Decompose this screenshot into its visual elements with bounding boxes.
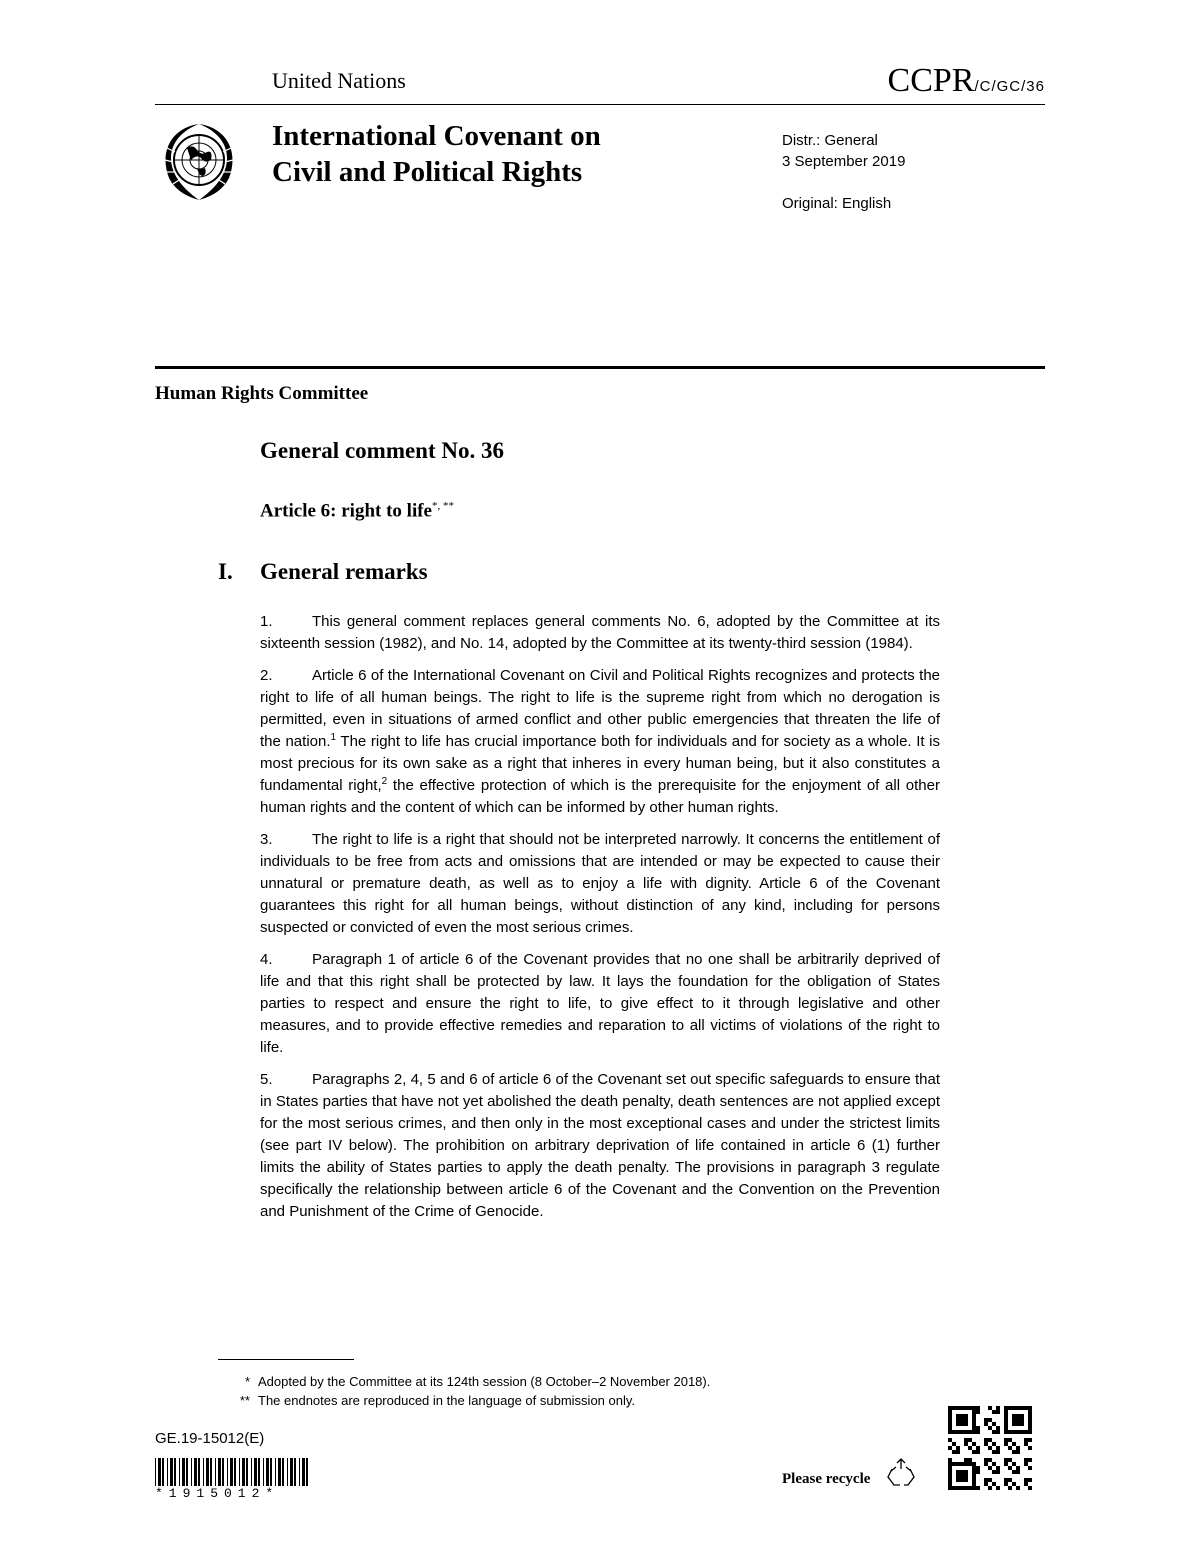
paragraph-text: Article 6 of the International Covenant on Civil and Political Rights recognizes and protects the right to life of all human beings. The right to life is the supreme right from which no derogation is permitted, even in situations of armed conflict and other public emergencies that threaten the life of the nation. <box>260 667 940 750</box>
paragraph-text: the effective protection of which is the prerequisite for the enjoyment of all other human rights and the content of which can be informed by other human rights. <box>260 777 940 816</box>
paragraph-text: This general comment replaces general comments No. 6, adopted by the Committee at its sixteenth session (1982), and No. 14, adopted by the Committee at its twenty-third session (1984). <box>260 613 940 652</box>
article-title-text: Article 6: right to life <box>260 500 432 522</box>
barcode-icon <box>155 1458 310 1486</box>
section-title: General remarks <box>260 559 428 584</box>
barcode-text: *1915012* <box>155 1486 280 1501</box>
paragraph-text: Paragraph 1 of article 6 of the Covenant provides that no one shall be arbitrarily deprived of life and that this right shall be protected by law. It lays the foundation for the obligation of States parties to respect and ensure the right to life, to give effect to it through legislative and other measures, and to provide effective remedies and reparation to all victims of violations of the right to life. <box>260 951 940 1056</box>
job-number: GE.19-15012(E) <box>155 1430 265 1447</box>
organization-name: United Nations <box>272 68 406 93</box>
article-title <box>260 500 454 522</box>
footnote <box>218 1372 710 1391</box>
paragraphs <box>260 611 940 1233</box>
article-footnote-marks: *, ** <box>431 500 454 512</box>
paragraph <box>260 829 940 939</box>
committee-name: Human Rights Committee <box>155 383 369 404</box>
section-number: I. <box>218 559 233 584</box>
paragraph-text: The right to life is a right that should not be interpreted narrowly. It concerns the entitlement of individuals to be free from acts and omissions that are intended or may be expected to cause their unnatural or premature death, as well as to enjoy a life with dignity. Article 6 of the Covenant guarantees this right for all human beings, without distinction of any kind, including for persons suspected or convicted of even the most serious crimes. <box>260 831 940 936</box>
paragraph <box>260 611 940 655</box>
qr-code-icon <box>948 1406 1032 1490</box>
header-rule <box>155 104 1045 105</box>
heading-rule <box>155 366 1045 369</box>
footnote <box>218 1391 710 1410</box>
paragraph-number: 5. <box>260 1071 273 1088</box>
recycle-icon <box>884 1457 918 1491</box>
paragraph-number: 3. <box>260 831 273 848</box>
symbol-suffix: /C/GC/36 <box>974 78 1045 95</box>
endnote-ref[interactable]: 1 <box>330 732 337 743</box>
distribution: Distr.: General <box>782 132 878 149</box>
endnote-ref[interactable]: 2 <box>381 776 388 787</box>
recycle-text: Please recycle <box>782 1471 871 1487</box>
symbol-main: CCPR <box>887 62 975 99</box>
paragraph-number: 1. <box>260 613 273 630</box>
paragraph <box>260 1069 940 1223</box>
issue-date: 3 September 2019 <box>782 153 906 170</box>
footnotes <box>218 1372 710 1410</box>
paragraph <box>260 949 940 1059</box>
document-symbol <box>888 62 1045 100</box>
treaty-title-line1: International Covenant on <box>272 120 601 152</box>
footnote-text: Adopted by the Committee at its 124th session (8 October–2 November 2018). <box>258 1374 711 1389</box>
footnote-mark: ** <box>239 1393 250 1408</box>
original-language: Original: English <box>782 195 892 212</box>
paragraph-text: Paragraphs 2, 4, 5 and 6 of article 6 of the Covenant set out specific safeguards to ensure that in States parties that have not yet abolished the death penalty, death sentences are not applied except for the most serious crimes, and then only in the most exceptional cases and under the strictest limits (see part IV below). The prohibition on arbitrary deprivation of life contained in article 6 (1) further limits the ability of States parties to apply the death penalty. The provisions in paragraph 3 regulate specifically the relationship between article 6 of the Covenant and the Convention on the Prevention and Punishment of the Crime of Genocide. <box>260 1071 940 1220</box>
treaty-title-line2: Civil and Political Rights <box>272 156 583 188</box>
footnote-mark: * <box>244 1374 250 1389</box>
distribution-block <box>782 130 905 214</box>
treaty-title <box>272 118 732 190</box>
paragraph-number: 2. <box>260 667 273 684</box>
un-emblem-icon <box>157 118 241 202</box>
paragraph-number: 4. <box>260 951 273 968</box>
footnote-separator <box>218 1359 354 1360</box>
general-comment-title: General comment No. 36 <box>260 438 504 463</box>
paragraph <box>260 665 940 819</box>
paragraph-text: The right to life has crucial importance both for individuals and for society as a whole. It is most precious for its own sake as a right that inheres in every human being, but it also constitutes a fundamental right, <box>260 733 941 794</box>
footnote-text: The endnotes are reproduced in the language of submission only. <box>258 1393 636 1408</box>
